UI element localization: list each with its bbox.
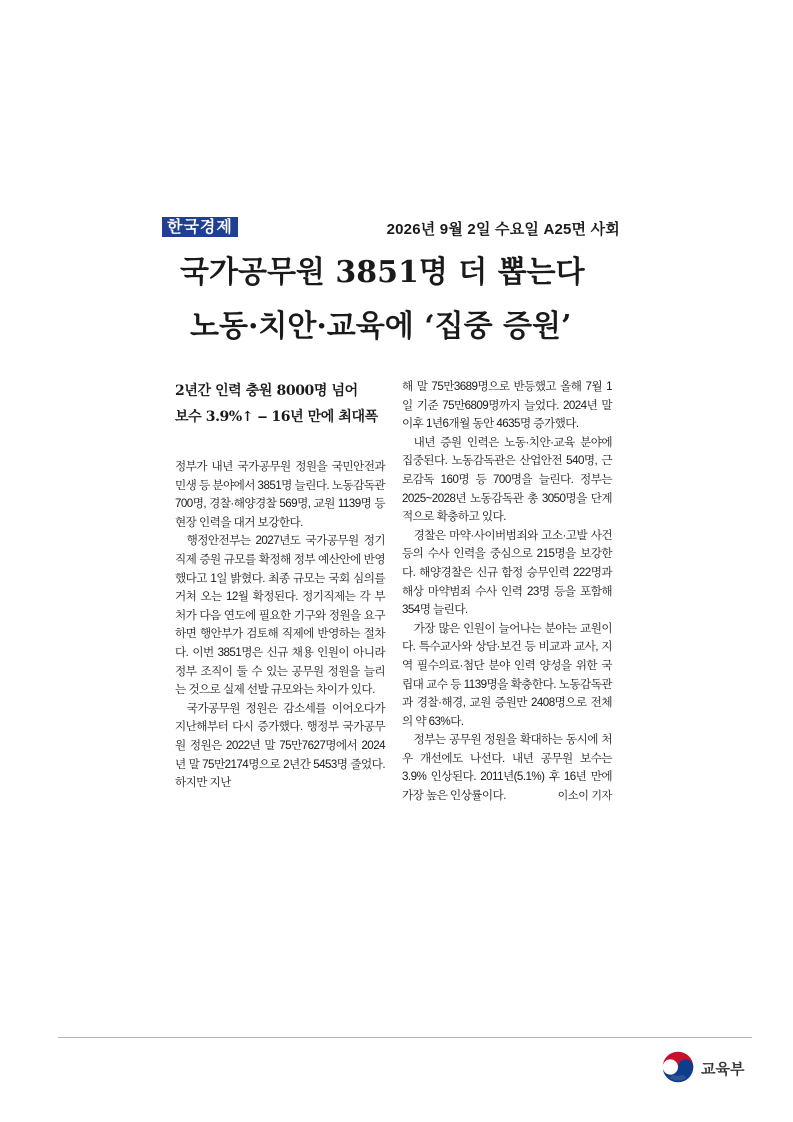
taegeuk-emblem-icon	[661, 1050, 695, 1084]
headline-line-1: 국가공무원 3851명 더 뽑는다	[180, 255, 585, 290]
article-column-right	[402, 378, 612, 806]
article-paragraph-text: 정부는 공무원 정원을 확대하는 동시에 처우 개선에도 나선다. 내년 공무원 보수는 3.9% 인상된다. 2011년(5.1%) 후 16년 만에 가장 높은 인상률이다.	[402, 733, 612, 803]
article-column-left	[175, 458, 385, 793]
article-paragraph: 국가공무원 정원은 감소세를 이어오다가 지난해부터 다시 증가했다. 행정부 국가공무원 정원은 2022년 말 75만7627명에서 2024년 말 75만2174명으로 2년간 5453명 줄었다. 하지만 지난	[175, 701, 385, 790]
article-paragraph: 가장 많은 인원이 늘어나는 분야는 교원이다. 특수교사와 상담·보건 등 비교과 교사, 지역 필수의료·첨단 분야 인력 양성을 위한 국립대 교수 등 1139명을 확충한다. 노동감독관과 경찰·해경, 교원 증원만 2408명으로 전체의 약 63%다.	[402, 621, 612, 728]
article-paragraph: 정부가 내년 국가공무원 정원을 국민안전과 민생 등 분야에서 3851명 늘린다. 노동감독관 700명, 경찰·해양경찰 569명, 교원 1139명 등 현장 인력을 대거 보강한다.	[175, 460, 386, 529]
footer-divider	[58, 1037, 752, 1038]
subheadline	[175, 378, 395, 430]
subheadline-line-1: 2년간 인력 충원 8000명 넘어	[175, 383, 358, 399]
article-paragraph: 행정안전부는 2027년도 국가공무원 정기직제 증원 규모를 확정해 정부 예산안에 반영했다고 1일 밝혔다. 최종 규모는 국회 심의를 거쳐 오는 12월 확정된다. 정기직제는 각 부처가 다음 연도에 필요한 기구와 정원을 요구하면 행안부가 검토해 직제에 반영하는 절차다. 이번 3851명은 신규 채용 인원이 아니라 정부 조직이 둘 수 있는 공무원 정원을 늘리는 것으로 실제 선발 규모와는 차이가 있다.	[175, 534, 385, 697]
article-paragraph: 경찰은 마약·사이버범죄와 고소·고발 사건 등의 수사 인력을 중심으로 215명을 보강한다. 해양경찰은 신규 함정 승무인력 222명과 해상 마약범죄 수사 인력 23명 등을 포함해 354명 늘린다.	[402, 528, 612, 617]
headline-line-2: 노동·치안·교육에 ‘집중 증원’	[190, 309, 572, 344]
byline: 이소이 기자	[557, 790, 612, 803]
article-paragraph	[402, 731, 612, 805]
subheadline-line-2: 보수 3.9%↑ ‒ 16년 만에 최대폭	[175, 409, 378, 425]
ministry-label: 교육부	[701, 1060, 745, 1078]
dateline: 2026년 9월 2일 수요일 A25면 사회	[386, 221, 620, 238]
article-paragraph: 내년 증원 인력은 노동·치안·교육 분야에 집중된다. 노동감독관은 산업안전 540명, 근로감독 160명 등 700명을 늘린다. 정부는 2025~2028년 노동감독관 총 3050명을 단계적으로 확충하고 있다.	[402, 435, 612, 524]
newspaper-masthead: 한국경제	[162, 217, 238, 237]
article-paragraph: 해 말 75만3689명으로 반등했고 올해 7월 1일 기준 75만6809명까지 늘었다. 2024년 말 이후 1년6개월 동안 4635명 증가했다.	[402, 380, 612, 431]
